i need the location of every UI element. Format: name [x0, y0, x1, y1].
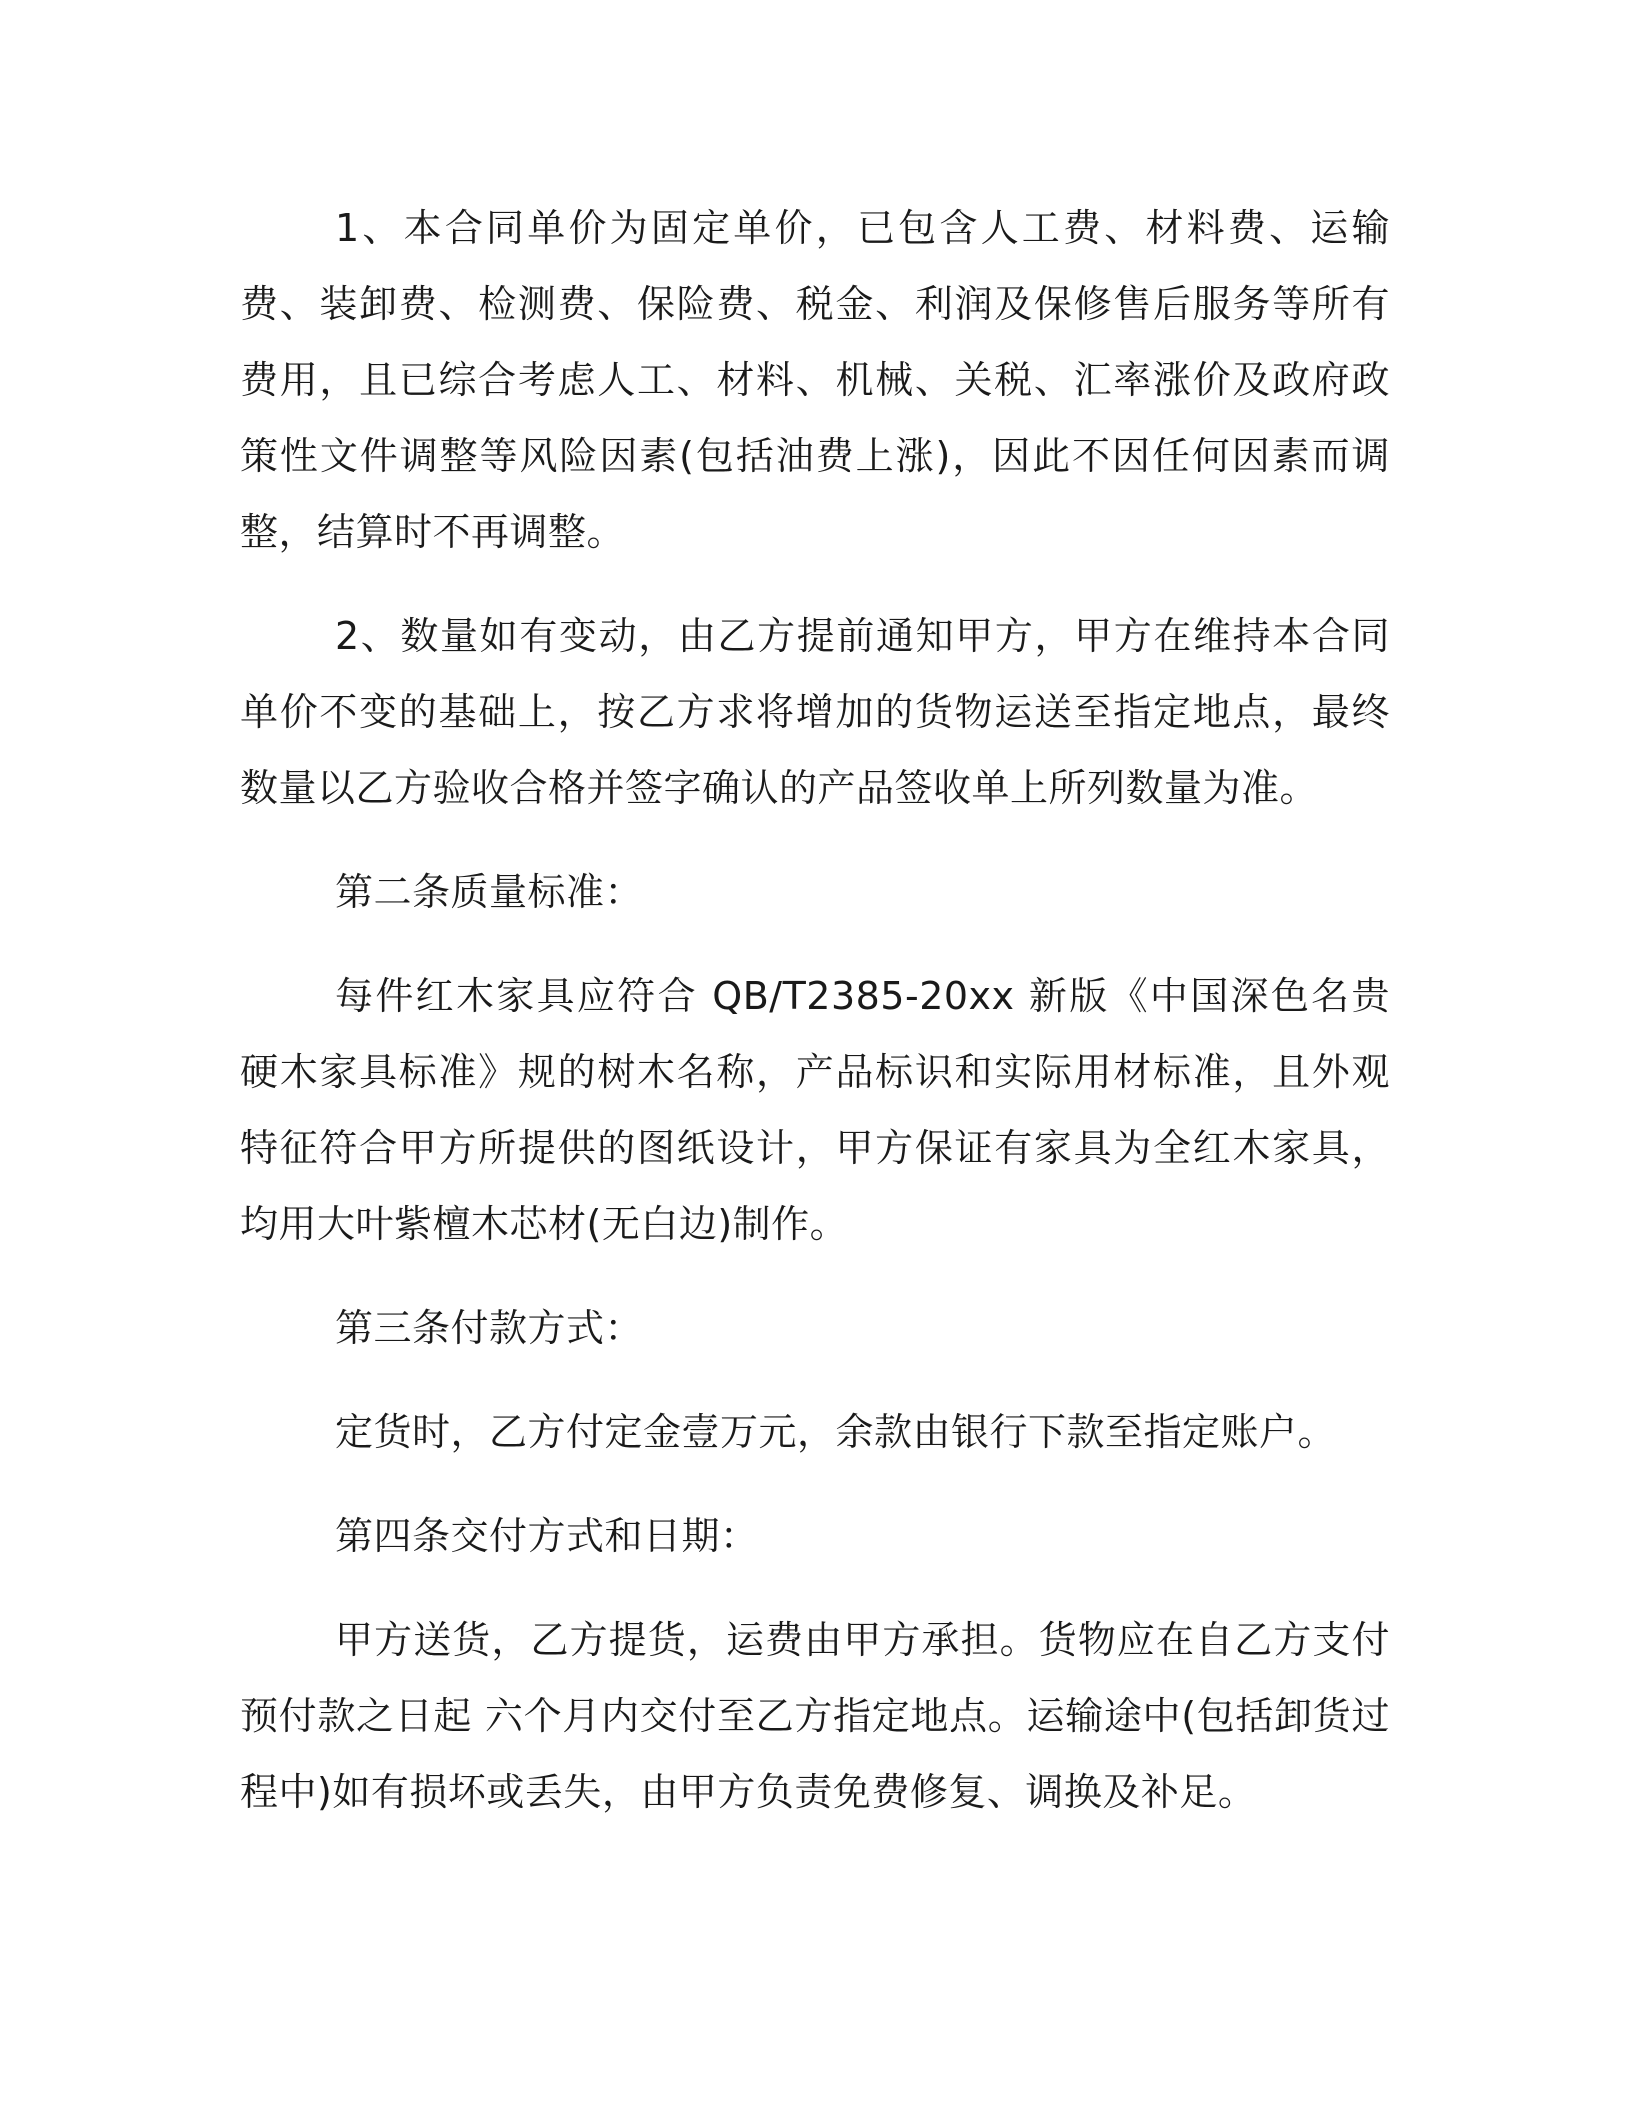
- article-2-quality-text: 每件红木家具应符合 QB/T2385-20xx 新版《中国深色名贵硬木家具标准》规的树木名称，产品标识和实际用材标准，且外观特征符合甲方所提供的图纸设计，甲方保证有家具为全红木家具，均用大叶紫檀木芯材(无白边)制作。: [240, 974, 1390, 1246]
- article-3-payment-text: 定货时，乙方付定金壹万元，余款由银行下款至指定账户。: [335, 1410, 1337, 1454]
- article-4-delivery-text: 甲方送货，乙方提货，运费由甲方承担。货物应在自乙方支付预付款之日起 六个月内交付至乙方指定地点。运输途中(包括卸货过程中)如有损坏或丢失，由甲方负责免费修复、调换及补足。: [240, 1618, 1390, 1814]
- document-body: [240, 190, 1390, 1858]
- clause-unit-price: 1、本合同单价为固定单价，已包含人工费、材料费、运输费、装卸费、检测费、保险费、税金、利润及保修售后服务等所有费用，且已综合考虑人工、材料、机械、关税、汇率涨价及政府政策性文件调整等风险因素(包括油费上涨)，因此不因任何因素而调整，结算时不再调整。: [240, 206, 1390, 554]
- clause-quantity-change: 2、数量如有变动，由乙方提前通知甲方，甲方在维持本合同单价不变的基础上，按乙方求将增加的货物运送至指定地点，最终数量以乙方验收合格并签字确认的产品签收单上所列数量为准。: [240, 614, 1390, 810]
- article-2-heading: 第二条质量标准：: [335, 870, 644, 914]
- article-4-heading: 第四条交付方式和日期：: [335, 1514, 759, 1558]
- article-3-heading: 第三条付款方式：: [335, 1306, 644, 1350]
